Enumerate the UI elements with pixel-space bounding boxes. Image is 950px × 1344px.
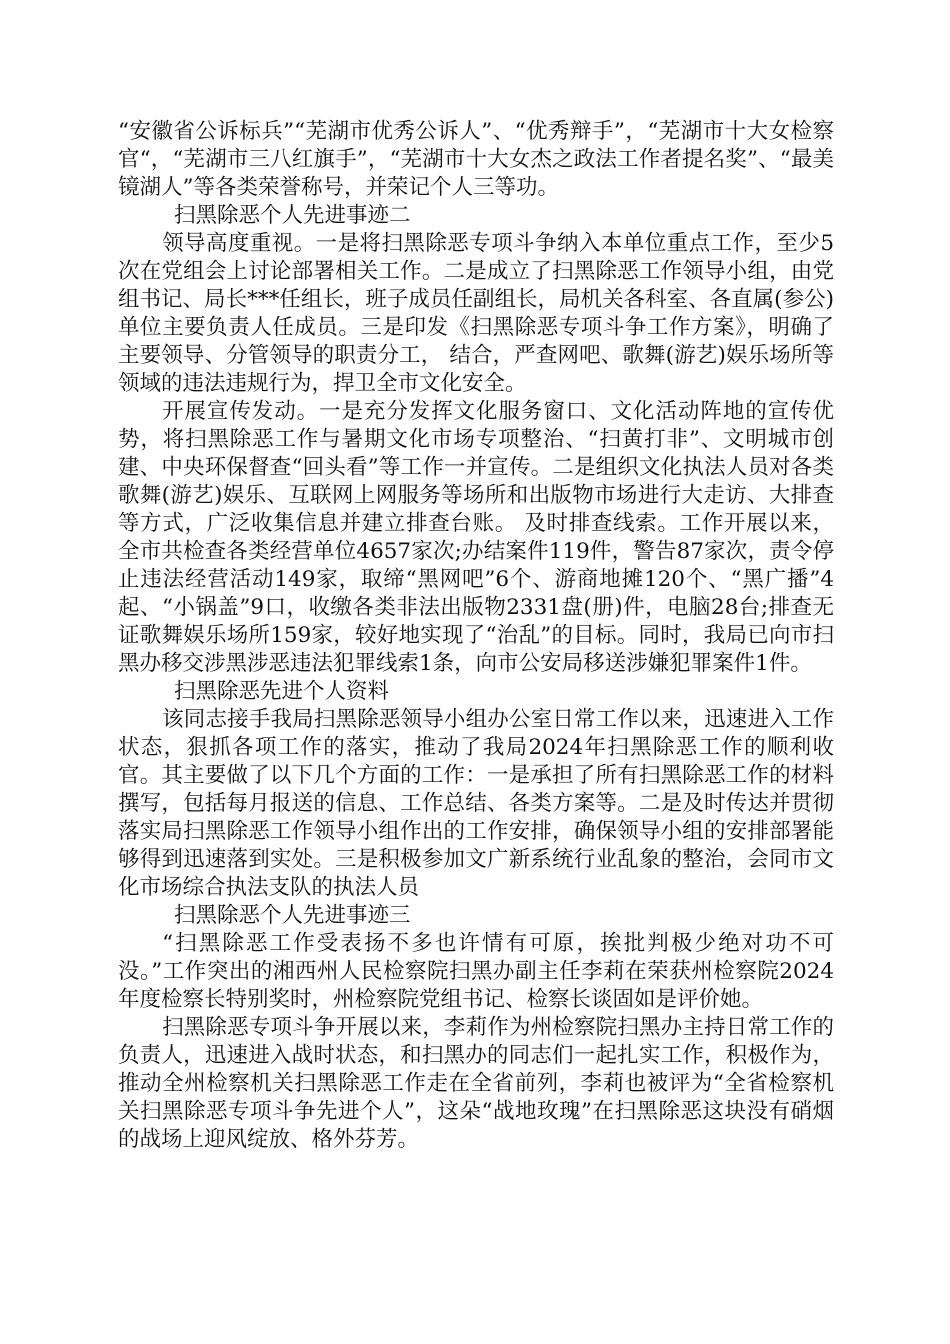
heading-deeds-two: 扫黑除恶个人先进事迹二 — [174, 203, 411, 228]
paragraph-li-li: 扫黑除恶专项斗争开展以来，李莉作为州检察院扫黑办主持日常工作的负责人，迅速进入战时状态，和扫黑办的同志们一起扎实工作，积极作为，推动全州检察机关扫黑除恶工作走在全省前列，李莉也被评为“全省检察机关扫黑除恶专项斗争先进个人”，这朵“战地玫瑰”在扫黑除恶这块没有硝烟的战场上迎风绽放、格外芬芳。 — [118, 1015, 834, 1152]
document-page — [118, 118, 834, 1154]
heading-deeds-three: 扫黑除恶个人先进事迹三 — [174, 903, 411, 928]
paragraph-leadership: 领导高度重视。一是将扫黑除恶专项斗争纳入本单位重点工作，至少5次在党组会上讨论部署相关工作。二是成立了扫黑除恶工作领导小组，由党组书记、局长***任组长，班子成员任副组长，局机关各科室、各直属(参公)单位主要负责人任成员。三是印发《扫黑除恶专项斗争工作方案》，明确了主要领导、分管领导的职责分工， 结合，严查网吧、歌舞(游艺)娱乐场所等领域的违法违规行为，捍卫全市文化安全。 — [118, 231, 834, 396]
paragraph-honors: “安徽省公诉标兵”“芜湖市优秀公诉人”、“优秀辩手”，“芜湖市十大女检察官“，“芜湖市三八红旗手”，“芜湖市十大女杰之政法工作者提名奖”、“最美镜湖人”等各类荣誉称号，并荣记个人三等功。 — [118, 119, 834, 200]
paragraph-publicity: 开展宣传发动。一是充分发挥文化服务窗口、文化活动阵地的宣传优势，将扫黑除恶工作与暑期文化市场专项整治、“扫黄打非”、文明城市创建、中央环保督查“回头看”等工作一并宣传。二是组织文化执法人员对各类歌舞(游艺)娱乐、互联网上网服务等场所和出版物市场进行大走访、大排查等方式，广泛收集信息并建立排查台账。 及时排查线索。工作开展以来，全市共检查各类经营单位4657家次;办结案件119件，警告87家次，责令停止违法经营活动149家，取缔“黑网吧”6个、游商地摊120个、“黑广播”4起、“小锅盖”9口，收缴各类非法出版物2331盘(册)件，电脑28台;排查无证歌舞娱乐场所159家，较好地实现了“治乱”的目标。同时，我局已向市扫黑办移交涉黑涉恶违法犯罪线索1条，向市公安局移送涉嫌犯罪案件1件。 — [118, 399, 834, 676]
heading-profile: 扫黑除恶先进个人资料 — [174, 679, 390, 704]
paragraph-quote: “扫黑除恶工作受表扬不多也许情有可原，挨批判极少绝对功不可没。”工作突出的湘西州人民检察院扫黑办副主任李莉在荣获州检察院2024年度检察长特别奖时，州检察院党组书记、检察长谈固如是评价她。 — [118, 931, 834, 1012]
paragraph-profile-body: 该同志接手我局扫黑除恶领导小组办公室日常工作以来，迅速进入工作状态，狠抓各项工作的落实，推动了我局2024年扫黑除恶工作的顺利收官。其主要做了以下几个方面的工作：一是承担了所有扫黑除恶工作的材料撰写，包括每月报送的信息、工作总结、各类方案等。二是及时传达并贯彻落实局扫黑除恶工作领导小组作出的工作安排，确保领导小组的安排部署能够得到迅速落到实处。三是积极参加文广新系统行业乱象的整治，会同市文化市场综合执法支队的执法人员 — [118, 707, 834, 900]
